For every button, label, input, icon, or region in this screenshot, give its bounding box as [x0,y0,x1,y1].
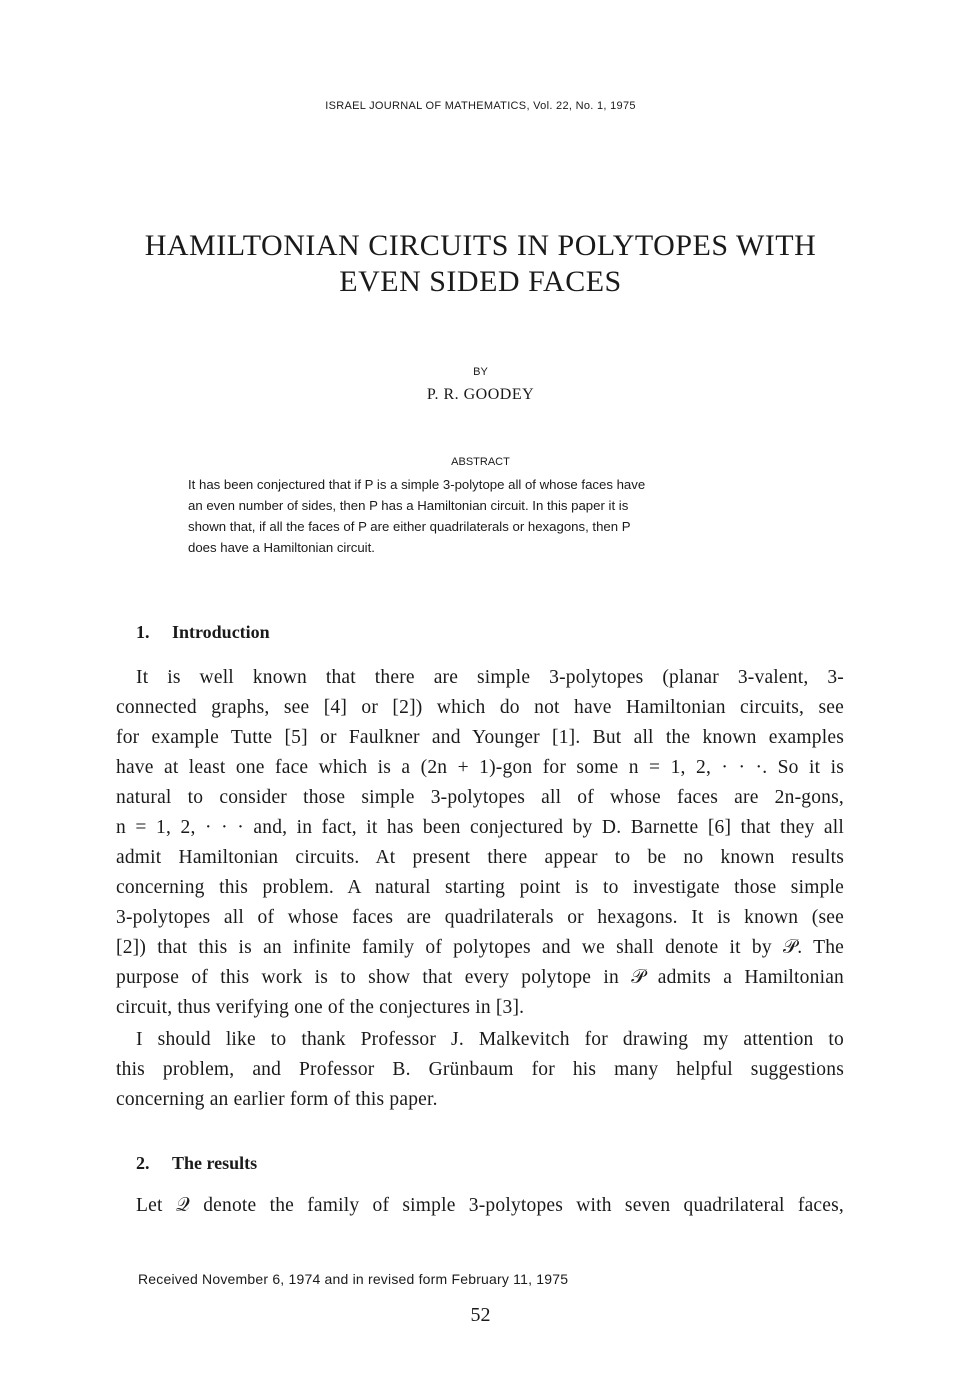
abstract-line: shown that, if all the faces of P are either quadrilaterals or hexagons, then P [188,519,631,534]
text-line: purpose of this work is to show that every polytope in 𝒫 admits a Hamiltonian [116,967,844,988]
introduction-paragraph-2 [116,1025,844,1115]
text-line: n = 1, 2, · · · and, in fact, it has been conjectured by D. Barnette [6] that they all [116,817,844,838]
abstract-label: ABSTRACT [451,456,510,468]
introduction-paragraph-1 [116,663,844,1023]
received-footnote: Received November 6, 1974 and in revised form February 11, 1975 [138,1271,569,1287]
text-line: I should like to thank Professor J. Malkevitch for drawing my attention to [136,1029,844,1050]
text-line: [2]) that this is an infinite family of polytopes and we shall denote it by 𝒫. The [116,937,844,958]
title-line-2: EVEN SIDED FACES [339,265,622,298]
abstract-line: an even number of sides, then P has a Hamiltonian circuit. In this paper it is [188,498,629,513]
section-heading-results [136,1153,257,1174]
text-line: connected graphs, see [4] or [2]) which do not have Hamiltonian circuits, see [116,697,844,718]
text-line: Let 𝒬 denote the family of simple 3-polytopes with seven quadrilateral faces, [136,1195,844,1216]
section-title: The results [172,1153,258,1173]
section-heading-introduction [136,622,270,643]
abstract-line: It has been conjectured that if P is a simple 3-polytope all of whose faces have [188,477,646,492]
abstract-line: does have a Hamiltonian circuit. [188,540,375,555]
text-line: 3-polytopes all of whose faces are quadrilaterals or hexagons. It is known (see [116,907,844,928]
page-number: 52 [470,1304,491,1326]
author-name: P. R. GOODEY [426,386,535,403]
text-line: concerning an earlier form of this paper. [116,1089,438,1110]
results-paragraph-1 [116,1191,844,1221]
text-line: circuit, thus verifying one of the conjectures in [3]. [116,997,525,1018]
section-number: 1. [136,622,150,642]
text-line: for example Tutte [5] or Faulkner and Younger [1]. But all the known examples [116,727,844,748]
text-line: concerning this problem. A natural starting point is to investigate those simple [116,877,844,898]
paper-title [80,228,881,300]
journal-header: ISRAEL JOURNAL OF MATHEMATICS, Vol. 22, No. 1, 1975 [325,100,636,112]
title-line-1: HAMILTONIAN CIRCUITS IN POLYTOPES WITH [144,229,817,262]
text-line: It is well known that there are simple 3-polytopes (planar 3-valent, 3- [136,667,844,688]
text-line: natural to consider those simple 3-polytopes all of whose faces are 2n-gons, [116,787,844,808]
text-line: have at least one face which is a (2n + 1)-gon for some n = 1, 2, · · ·. So it is [116,757,844,778]
abstract-body [188,474,778,558]
section-title: Introduction [172,622,270,642]
text-line: admit Hamiltonian circuits. At present there appear to be no known results [116,847,844,868]
byline-label: BY [473,366,488,378]
text-line: this problem, and Professor B. Grünbaum for his many helpful suggestions [116,1059,844,1080]
section-number: 2. [136,1153,150,1173]
